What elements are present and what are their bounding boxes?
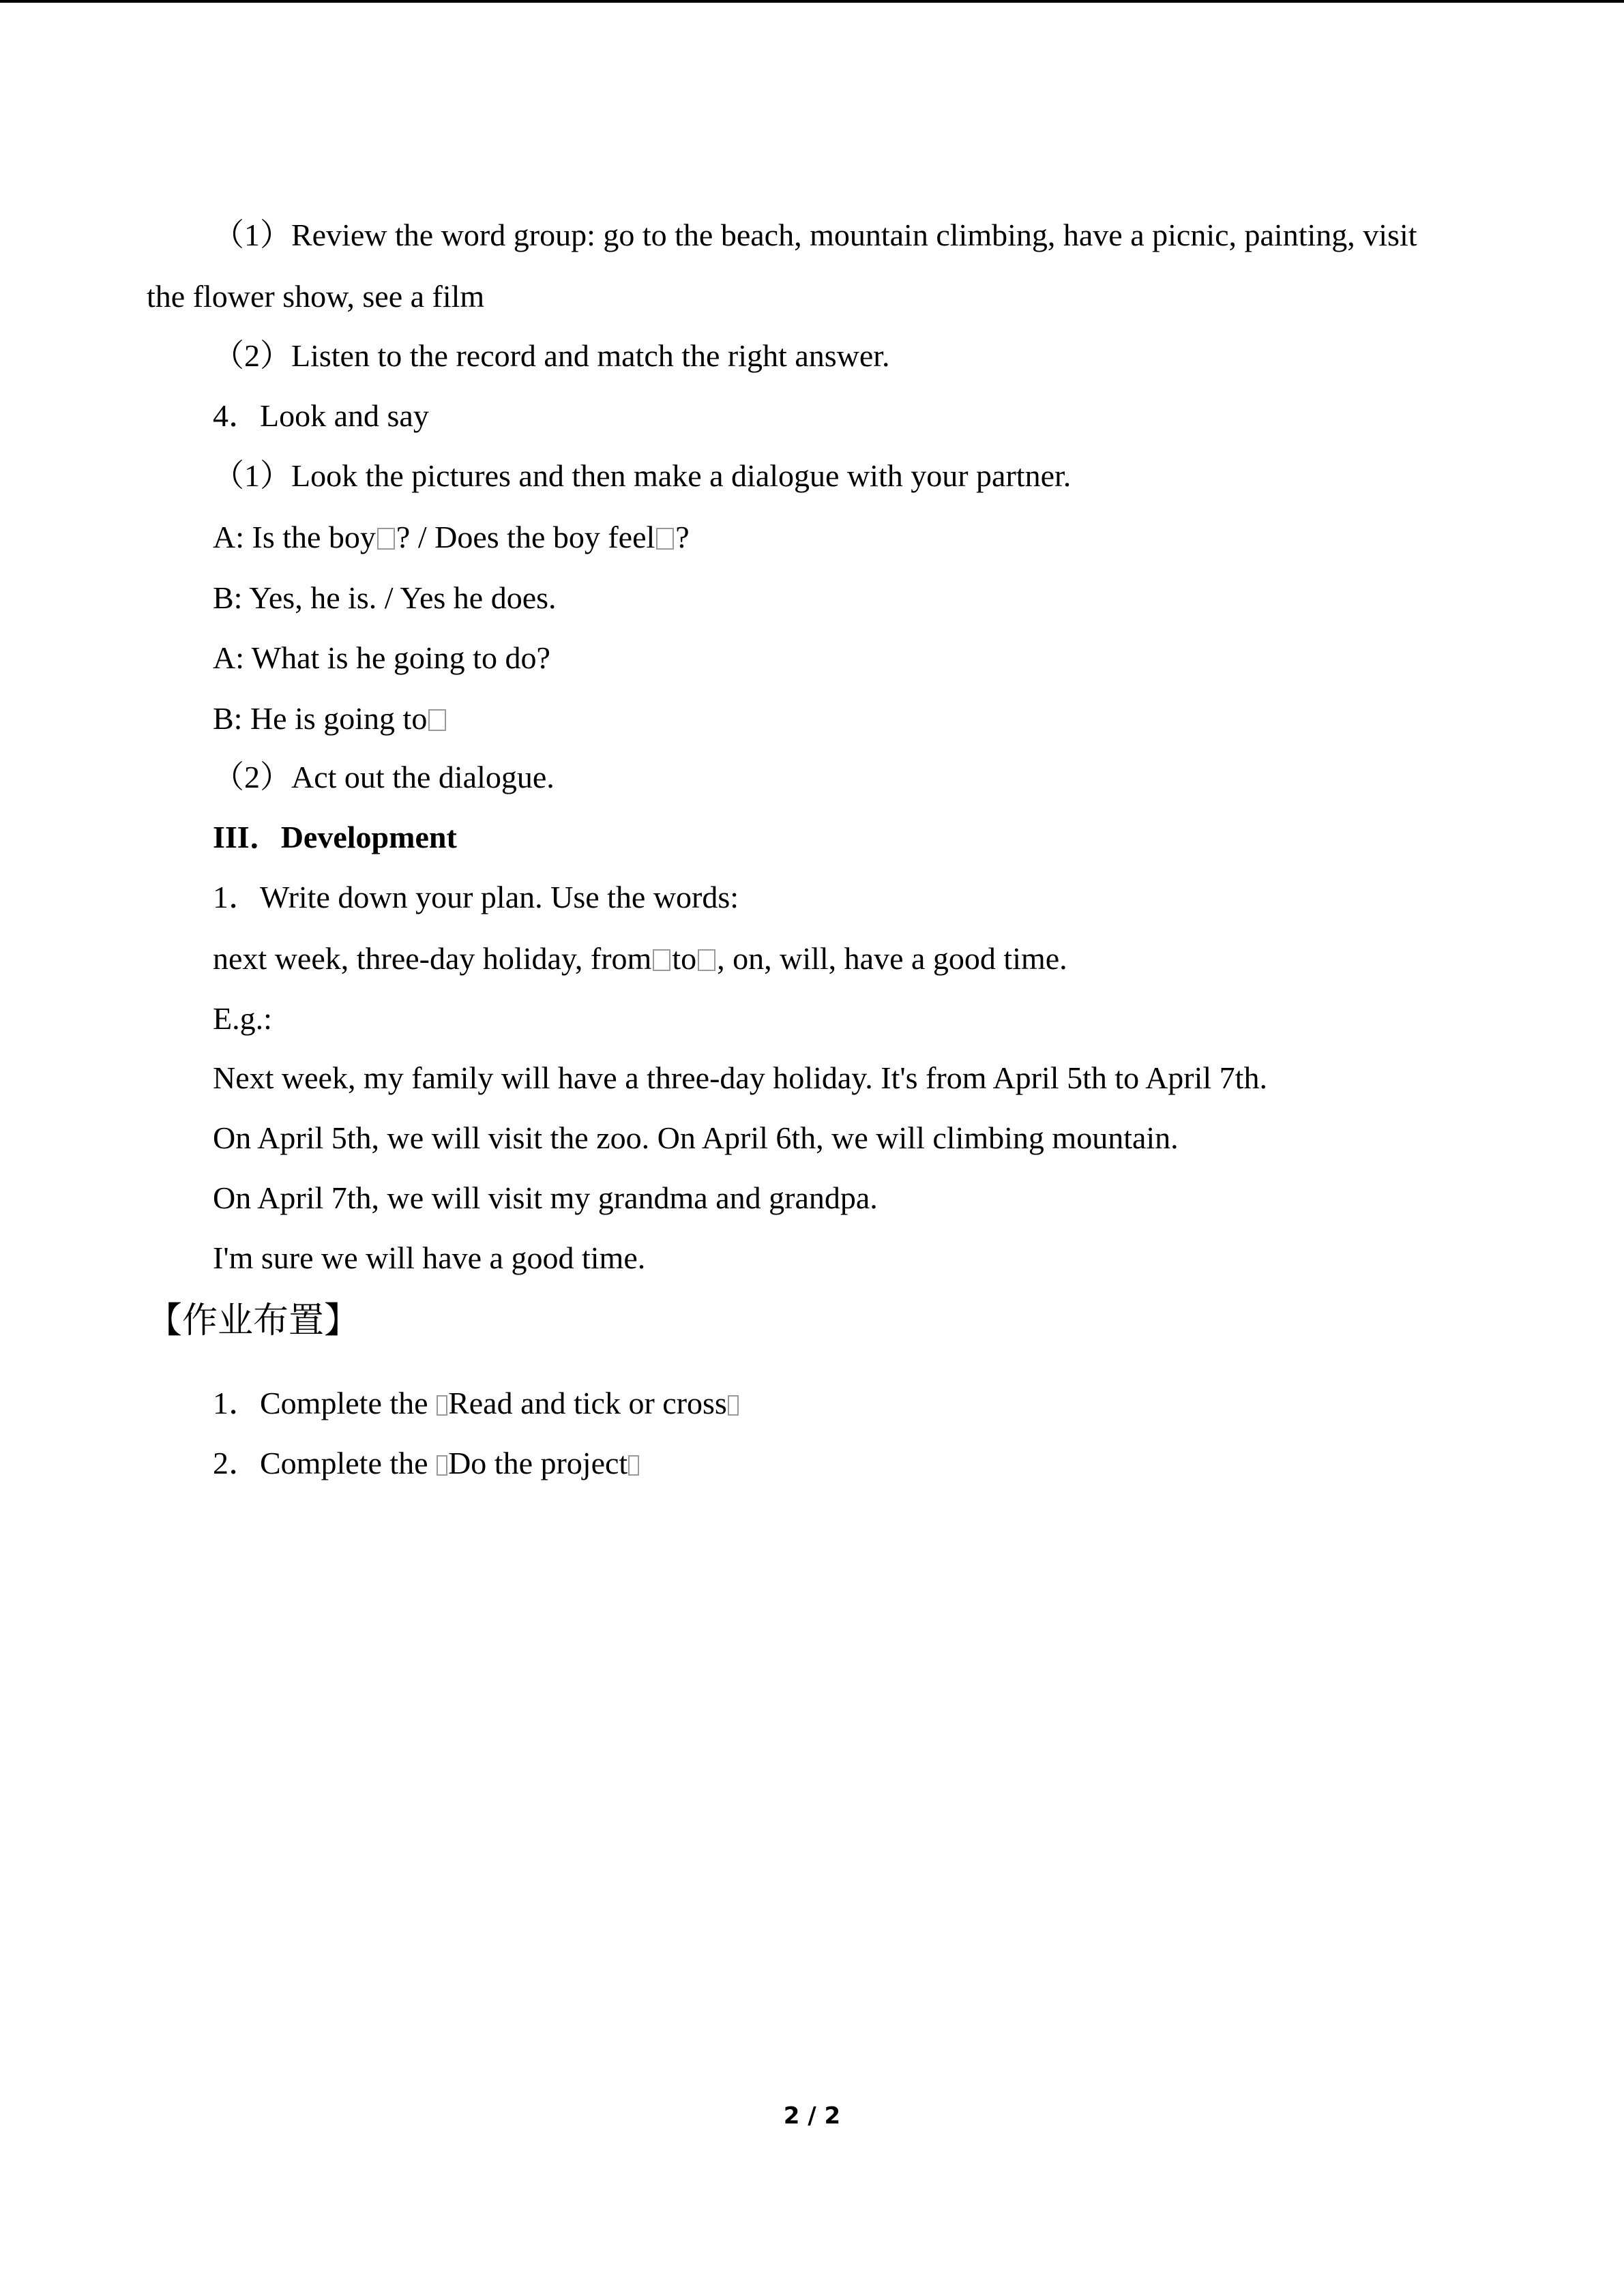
quote-box-icon <box>437 1455 447 1476</box>
quote-box-icon <box>628 1455 639 1476</box>
word-list-line <box>213 940 1067 978</box>
word-list-part2: to <box>672 941 697 976</box>
blank-box-icon <box>656 528 674 550</box>
homework-item-1 <box>213 1384 739 1422</box>
homework-item-1-task: Read and tick or cross <box>448 1386 727 1420</box>
look-and-say-heading: 4．Look and say <box>213 398 429 433</box>
dialogue-b-going-to-text: B: He is going to <box>213 701 428 736</box>
dialogue-a-question <box>213 518 690 556</box>
dialogue-b-going-to <box>213 700 447 738</box>
page-number: 2 / 2 <box>783 2102 841 2130</box>
word-list-part3: , on, will, have a good time. <box>717 941 1067 976</box>
dialogue-b-answer: B: Yes, he is. / Yes he does. <box>213 580 557 615</box>
listen-instruction: （2）Listen to the record and match the right answer. <box>213 338 890 373</box>
example-sentence-3: On April 7th, we will visit my grandma and grandpa. <box>213 1180 878 1215</box>
development-heading: III．Development <box>213 820 457 854</box>
quote-box-icon <box>728 1395 739 1416</box>
example-label: E.g.: <box>213 1001 272 1036</box>
review-word-group-line-2: the flower show, see a film <box>147 279 485 314</box>
quote-box-icon <box>437 1395 447 1416</box>
example-sentence-4: I'm sure we will have a good time. <box>213 1240 646 1275</box>
homework-item-2 <box>213 1444 640 1482</box>
review-word-group-line-1: （1）Review the word group: go to the beach, mountain climbing, have a picnic, painting, visit <box>213 218 1417 252</box>
dialogue-a-what-question: A: What is he going to do? <box>213 640 550 675</box>
word-list-part1: next week, three-day holiday, from <box>213 941 652 976</box>
homework-heading: 【作业布置】 <box>147 1300 360 1341</box>
blank-box-icon <box>698 949 715 971</box>
act-out-instruction: （2）Act out the dialogue. <box>213 760 555 794</box>
write-plan-instruction: 1．Write down your plan. Use the words: <box>213 880 739 914</box>
dialogue-a-question-part3: ? <box>675 520 690 554</box>
dialogue-a-question-part1: A: Is the boy <box>213 520 376 554</box>
example-sentence-2: On April 5th, we will visit the zoo. On April 6th, we will climbing mountain. <box>213 1120 1179 1155</box>
look-pictures-instruction: （1）Look the pictures and then make a dialogue with your partner. <box>213 458 1072 493</box>
blank-box-icon <box>377 528 395 550</box>
dialogue-a-question-part2: ? / Does the boy feel <box>396 520 655 554</box>
homework-item-1-prefix: 1．Complete the <box>213 1386 437 1420</box>
blank-box-icon <box>428 709 446 731</box>
homework-item-2-prefix: 2．Complete the <box>213 1446 437 1480</box>
example-sentence-1: Next week, my family will have a three-day holiday. It's from April 5th to April 7th. <box>213 1060 1267 1095</box>
blank-box-icon <box>653 949 670 971</box>
homework-item-2-task: Do the project <box>448 1446 628 1480</box>
